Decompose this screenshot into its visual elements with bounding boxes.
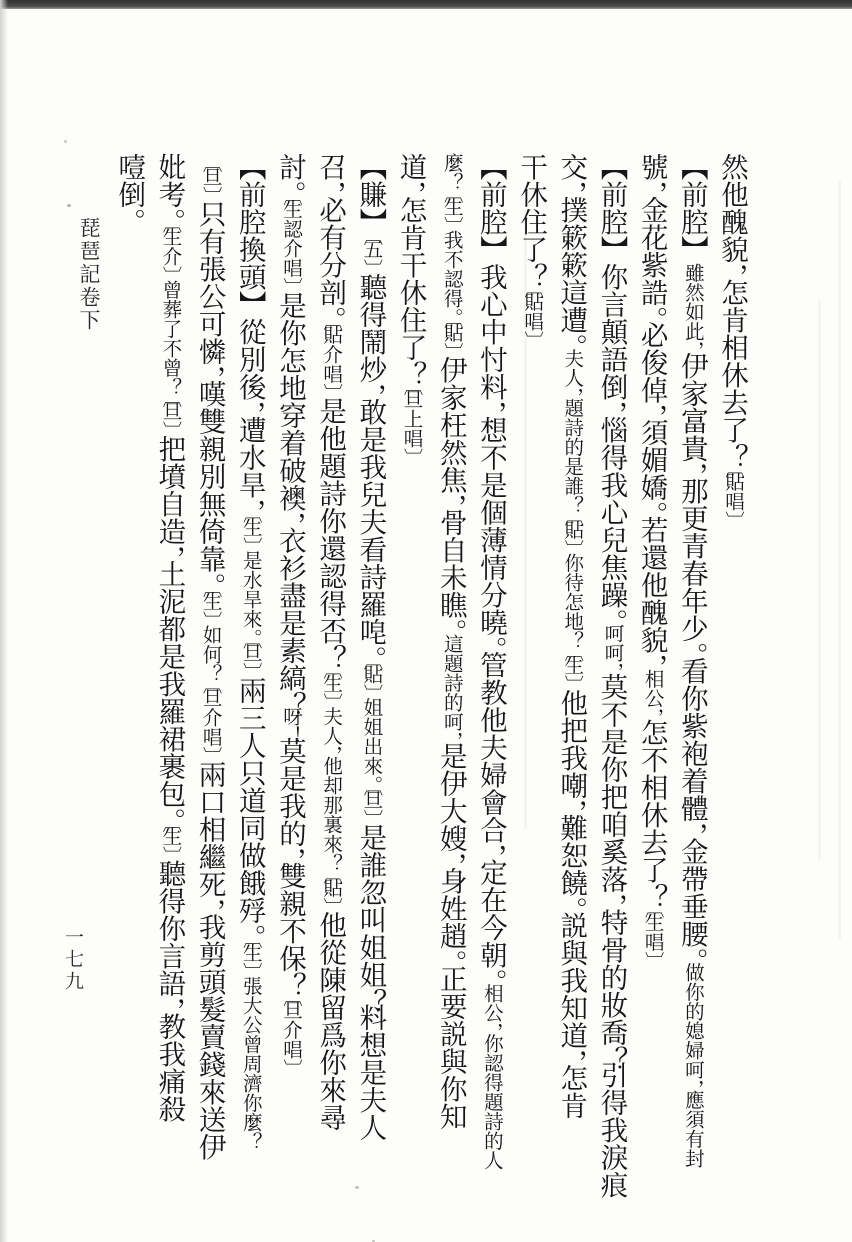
stage-direction-text: 〔貼介唱〕 bbox=[320, 320, 342, 397]
scan-speck bbox=[355, 1186, 359, 1189]
lyric-text: 兩三人只道同做餓殍。 bbox=[234, 676, 266, 939]
lyric-text: 【前腔】你言顛語倒，惱得我心兒焦躁。 bbox=[596, 153, 628, 624]
lyric-text: 只有張公可憐，嘆雙親別無倚靠。 bbox=[194, 199, 226, 588]
scan-speck bbox=[67, 204, 71, 207]
bleed-through-mark bbox=[838, 180, 841, 940]
scan-speck bbox=[64, 140, 67, 143]
text-column bbox=[270, 153, 310, 1158]
lyric-text: 號，金花紫誥。必俊倬，須媚嬌。若還他醜貌， bbox=[636, 153, 668, 669]
lyric-text: 然他醜貌，怎肯相休去了？ bbox=[717, 153, 748, 459]
text-column bbox=[511, 153, 551, 1158]
lyric-text: 是伊大嫂，身姓趙。正要説與你知 bbox=[435, 741, 467, 1130]
stage-direction-text: 這題詩的呵， bbox=[440, 633, 462, 742]
stage-direction-text: 〔旦介唱〕 bbox=[279, 986, 301, 1073]
lyric-text: 聽得鬧炒，敢是我兒夫看詩羅唣。 bbox=[355, 272, 387, 661]
lyric-text: 莫是我的，雙親不保？ bbox=[274, 736, 306, 987]
stage-direction-text: 〔生唱〕 bbox=[641, 898, 663, 965]
lyric-text: 道，怎肯干休住了？ bbox=[395, 153, 427, 376]
stage-direction-text: 夫人，題詩的是誰？〔貼〕你待怎地？〔生〕 bbox=[561, 348, 583, 689]
lyric-text: 他把我嘲，難恕饒。説與我知道，怎肯 bbox=[556, 688, 588, 1119]
stage-direction-text: 雖然如此， bbox=[681, 263, 703, 352]
lyric-text: 召，必有分剖。 bbox=[315, 153, 347, 321]
text-column bbox=[551, 153, 591, 1158]
text-column bbox=[109, 153, 149, 1158]
stage-direction-text: 〔生〕 bbox=[159, 822, 181, 860]
lyric-text: 他從陳留爲你來尋 bbox=[315, 911, 347, 1132]
text-column bbox=[471, 153, 511, 1170]
lyric-text: 交，撲簌簌這遭。 bbox=[556, 153, 588, 349]
text-block bbox=[109, 153, 752, 1199]
scan-top-edge-artifact bbox=[0, 0, 852, 9]
lyric-text: 伊家枉然焦，骨自未瞧。 bbox=[435, 355, 467, 634]
stage-direction-text: 〔五〕 bbox=[360, 235, 382, 273]
text-column bbox=[230, 153, 270, 1158]
stage-direction-text: 〔貼唱〕 bbox=[722, 458, 743, 525]
lyric-text: 干休住了？ bbox=[516, 153, 548, 279]
stage-direction-text: 呵呵， bbox=[601, 623, 623, 673]
lyric-text: 【賺】 bbox=[355, 153, 387, 236]
lyric-text: 妣考。 bbox=[154, 153, 186, 224]
stage-direction-text: 呀！ bbox=[279, 706, 301, 737]
text-column bbox=[672, 153, 712, 1168]
lyric-text: 聽得你言語，教我痛殺 bbox=[154, 859, 186, 1123]
lyric-text: 莫不是你把咱奚落，特骨的妝喬？引得我淚痕 bbox=[596, 672, 628, 1199]
text-column bbox=[310, 153, 350, 1158]
stage-direction-text: 做你的媳婦呵，應須有封 bbox=[681, 962, 703, 1168]
text-column bbox=[631, 153, 671, 1158]
lyric-text: 怎不相休去了？ bbox=[636, 718, 668, 899]
text-column bbox=[390, 153, 430, 1158]
running-title: 琵琶記卷下 bbox=[77, 217, 101, 332]
stage-direction-text: 〔生〕張大公曾周濟你麼？ bbox=[239, 938, 261, 1143]
stage-direction-text: 〔生介〕曾葬了不曾？〔旦〕 bbox=[159, 223, 181, 435]
text-column bbox=[712, 153, 752, 1158]
lyric-text: 討。 bbox=[274, 153, 306, 196]
text-column bbox=[149, 153, 189, 1158]
stage-direction-text: 〔貼〕姐姐出來。〔旦〕 bbox=[360, 660, 382, 824]
text-column bbox=[189, 153, 229, 1161]
lyric-text: 【前腔換頭】從別後，遭水旱， bbox=[234, 153, 266, 514]
stage-direction-text: 〔旦〕 bbox=[199, 153, 221, 200]
stage-direction-text: 〔生〕是水旱來。〔旦〕 bbox=[239, 513, 261, 677]
scan-left-edge-shadow bbox=[0, 0, 8, 1242]
lyric-text: 是他題詩你還認得否？ bbox=[315, 396, 347, 660]
stage-direction-text: 麼？〔生〕我不認得。〔貼〕 bbox=[440, 153, 462, 356]
stage-direction-text: 〔旦上唱〕 bbox=[400, 375, 422, 462]
stage-direction-text: 〔生認介唱〕 bbox=[279, 195, 301, 292]
stage-direction-text: 〔生〕如何？〔旦介唱〕 bbox=[199, 587, 221, 761]
lyric-text: 是誰忽叫姐姐？料想是夫人 bbox=[355, 823, 387, 1141]
lyric-text: 是你怎地穿着破襖，衣衫盡是素縞？ bbox=[274, 291, 306, 707]
stage-direction-text: 相公，你認得題詩的人 bbox=[480, 983, 502, 1170]
text-column bbox=[350, 153, 390, 1158]
bleed-through-mark bbox=[818, 300, 821, 860]
lyric-text: 噎倒。 bbox=[114, 153, 146, 224]
lyric-text: 伊家富貴，那更青春年少。看你紫袍着體，金帶垂腰。 bbox=[676, 351, 708, 963]
text-column bbox=[431, 153, 471, 1158]
stage-direction-text: 〔生〕夫人，他却那裏來？〔貼〕 bbox=[320, 659, 342, 912]
lyric-text: 兩口相繼死，我剪頭髮賣錢來送伊 bbox=[194, 760, 226, 1161]
lyric-text: 【前腔】我心中忖料，想不是個薄情分曉。管教他夫婦會合，定在今朝。 bbox=[475, 153, 507, 984]
page-number: 一七九 bbox=[62, 927, 83, 993]
lyric-text: 【前腔】 bbox=[676, 153, 708, 263]
stage-direction-text: 相公， bbox=[641, 668, 663, 719]
stage-direction-text: 〔貼唱〕 bbox=[521, 278, 543, 345]
lyric-text: 把墳自造，土泥都是我羅裙裹包。 bbox=[154, 434, 186, 823]
text-column bbox=[591, 153, 631, 1199]
